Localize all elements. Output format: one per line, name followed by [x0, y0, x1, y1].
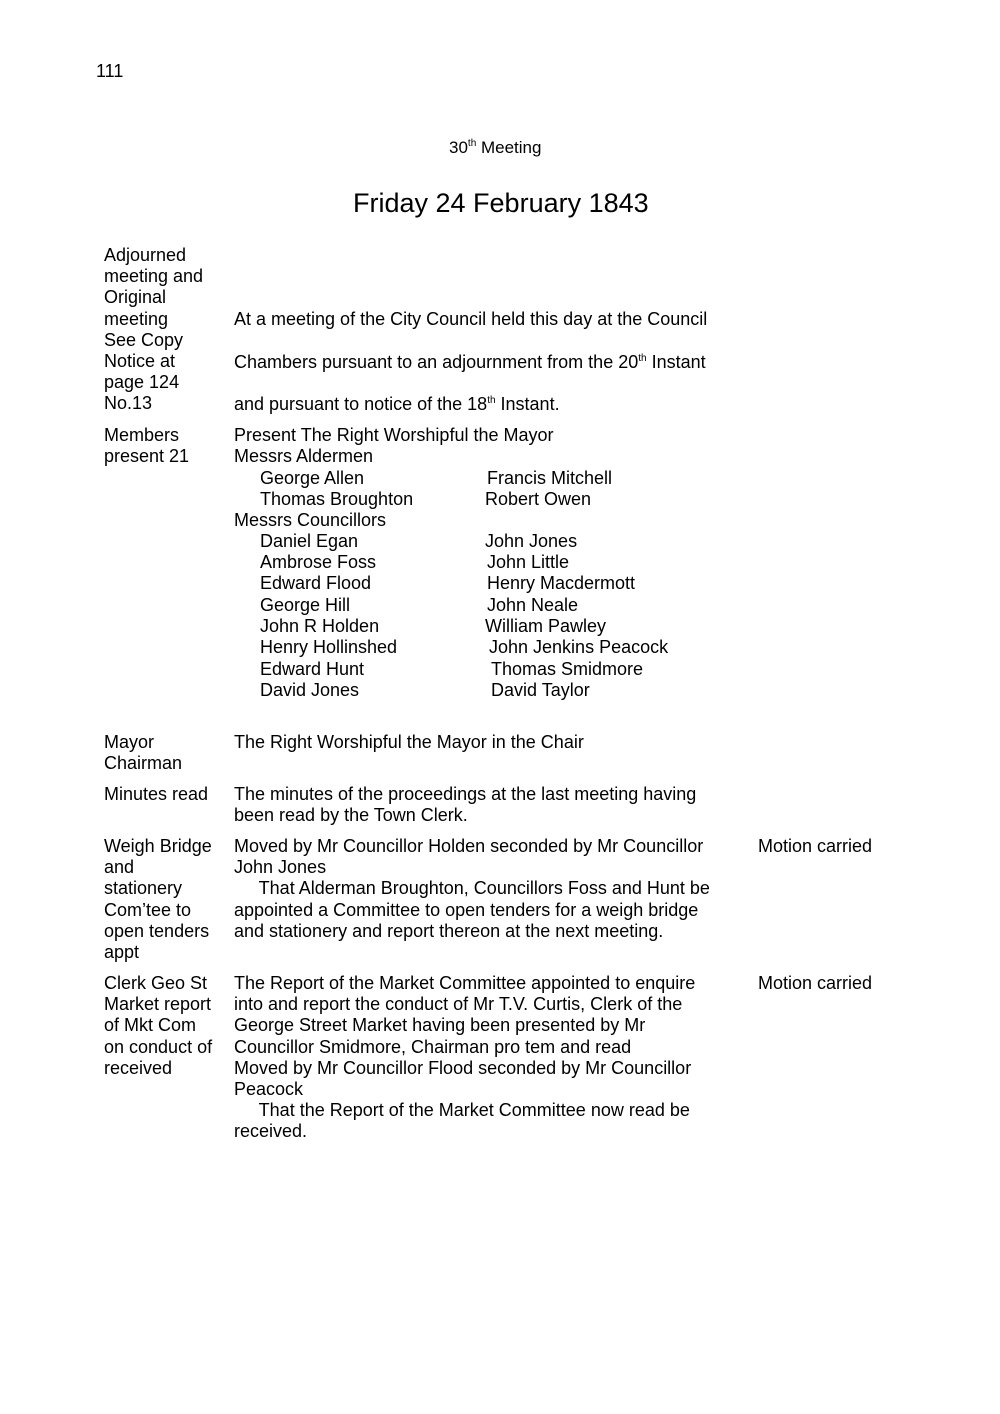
weigh-bridge-text: Moved by Mr Councillor Holden seconded by Mr Councillor John Jones That Alderman Broughton, Councillors Foss and Hunt be appointed a Committee to open tenders for a weigh bridge and stationery and report thereon at the next meeting. — [234, 836, 710, 941]
councillor-name: William Pawley — [485, 616, 607, 636]
councillor-name: John Neale — [487, 595, 579, 615]
adjourned-line-1: At a meeting of the City Council held this day at the Council — [234, 309, 708, 330]
meeting-number-post: Meeting — [476, 138, 542, 157]
weigh-bridge-motion-note: Motion carried — [758, 836, 873, 856]
page-number: 111 — [96, 61, 124, 81]
margin-note-weigh-bridge: Weigh Bridge and stationery Com’tee to open tenders appt — [104, 836, 212, 963]
councillor-name: George Hill — [260, 595, 351, 615]
margin-note-market: Clerk Geo St Market report of Mkt Com on conduct of received — [104, 973, 213, 1078]
date-heading: Friday 24 February 1843 — [353, 188, 649, 218]
alderman-name: Francis Mitchell — [487, 468, 613, 488]
adjourned-line-2 — [234, 352, 707, 373]
adjourned-line-2-sup: th — [638, 352, 647, 364]
alderman-name: Robert Owen — [485, 489, 592, 509]
aldermen-heading: Messrs Aldermen — [234, 446, 374, 466]
meeting-number — [449, 138, 541, 158]
margin-note-members: Members present 21 — [104, 425, 190, 467]
present-line: Present The Right Worshipful the Mayor — [234, 425, 554, 445]
adjourned-paragraph — [234, 288, 707, 436]
adjourned-line-3-text: and pursuant to notice of the 18 — [234, 394, 488, 415]
councillor-name: John R Holden — [260, 616, 380, 636]
councillor-name: Henry Macdermott — [487, 573, 636, 593]
meeting-number-pre: 30 — [449, 138, 468, 157]
councillor-name: Thomas Smidmore — [491, 659, 644, 679]
councillor-name: Daniel Egan — [260, 531, 359, 551]
adjourned-line-2-post: Instant — [646, 351, 706, 372]
adjourned-line-2-text: Chambers pursuant to an adjournment from the 20 — [234, 351, 639, 372]
meeting-number-sup: th — [467, 138, 477, 149]
adjourned-line-3-post: Instant. — [495, 394, 560, 415]
margin-note-minutes: Minutes read — [104, 784, 209, 804]
minutes-text: The minutes of the proceedings at the last meeting having been read by the Town Clerk. — [234, 784, 697, 826]
market-motion-note: Motion carried — [758, 973, 873, 993]
councillor-name: John Jenkins Peacock — [489, 637, 669, 657]
councillor-name: David Taylor — [491, 680, 590, 700]
margin-note-chair: Mayor Chairman — [104, 732, 183, 774]
alderman-name: George Allen — [260, 468, 365, 488]
councillor-name: Edward Flood — [260, 573, 372, 593]
adjourned-line-3-sup: th — [487, 395, 496, 407]
councillor-name: David Jones — [260, 680, 360, 700]
chair-text: The Right Worshipful the Mayor in the Chair — [234, 732, 584, 752]
councillor-name: Henry Hollinshed — [260, 637, 398, 657]
councillor-name: Ambrose Foss — [260, 552, 377, 572]
adjourned-line-3 — [234, 394, 707, 415]
councillor-name: John Jones — [485, 531, 578, 551]
councillor-name: John Little — [487, 552, 570, 572]
councillors-heading: Messrs Councillors — [234, 510, 387, 530]
councillor-name: Edward Hunt — [260, 659, 365, 679]
alderman-name: Thomas Broughton — [260, 489, 414, 509]
market-report-text: The Report of the Market Committee appointed to enquire into and report the conduct of Mr T.V. Curtis, Clerk of the George Street Market having been presented by Mr Councillor Smidmore, Chairman pro tem and read Moved by Mr Councillor Flood seconded by Mr Councillor Peacock That the Report of the Market Committee now read be received. — [234, 973, 696, 1142]
margin-note-adjourned: Adjourned meeting and Original meeting See Copy Notice at page 124 No.13 — [104, 245, 204, 414]
